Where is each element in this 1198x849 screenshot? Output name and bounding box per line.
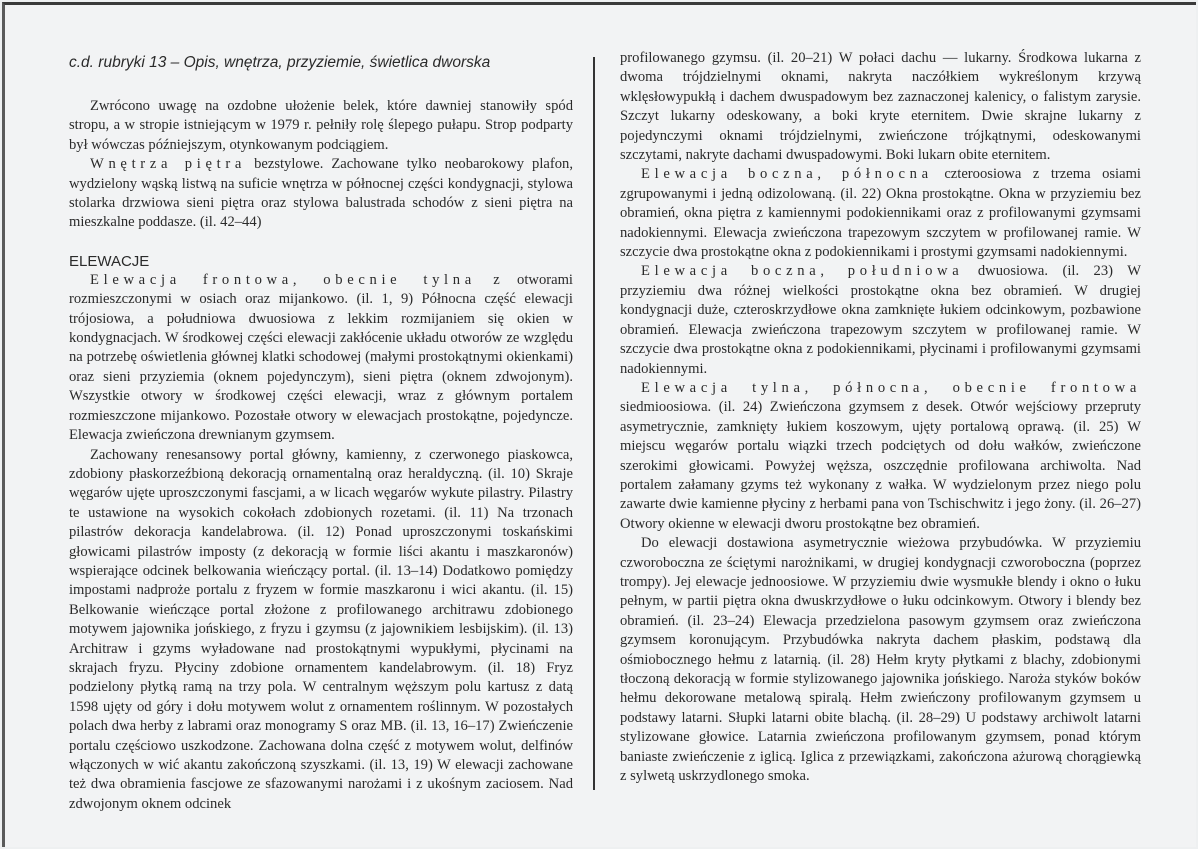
spaced-lead: Elewacja tylna, północna, obecnie frontowa [641,379,1141,396]
paragraph [69,271,573,446]
page-header: c.d. rubryki 13 – Opis, wnętrza, przyziemie, świetlica dworska [69,54,491,71]
paragraph [620,165,1141,262]
paragraph-text: bezstylowe. Zachowane tylko neobarokowy plafon, wydzielony wąską listwą na suficie wnętrza w północnej części kondygnacji, stylowa stolarka drzwiowa sieni piętra oraz stylowa balustrada schodów z sieni piętra na mieszkalne poddasze. (il. 42–44) [69,156,573,231]
spaced-lead: Elewacja boczna, południowa [641,263,964,280]
paragraph [620,262,1141,378]
paragraph: Zwrócono uwagę na ozdobne ułożenie belek, które dawniej stanowiły spód stropu, a w stropie istniejącym w 1979 r. pełniły rolę ślepego pułapu. Strop podparty był wówczas późniejszym, otynkowanym podciągiem. [69,98,573,153]
right-column [620,49,1141,786]
spaced-lead: Wnętrza piętra [90,156,247,173]
paragraph-text: z otworami rozmieszczonymi w osiach oraz mijankowo. (il. 1, 9) Północna część elewacji trójosiowa, a południowa dwuosiowa z lekkim rozmijaniem się okien w kondygnacjach. W środkowej części elewacji zakłócenie układu otworów ze względu na potrzebę oświetlenia głównej klatki schodowej (małymi prostokątnymi okienkami) oraz sieni przyziemia (oknem pojedynczym), sieni piętra (oknem zdwojonym). Wszystkie otwory w środkowej części elewacji, wraz z głównym portalem rozmieszczone mijankowo. Pozostałe otwory w elewacjach prostokątne, pojedyncze. Elewacja zwieńczona drewnianym gzymsem. [69,271,573,444]
paragraph [69,155,573,233]
paragraph: Do elewacji dostawiona asymetrycznie wieżowa przybudówka. W przyziemiu czworoboczna ze ściętymi narożnikami, w drugiej kondygnacji czworoboczna (poprzez trompy). Jej elewacje jednoosiowe. W przyziemiu dwie wysmukłe blendy i okno o łuku pełnym, w partii piętra okna dwuskrzydłowe o łuku odcinkowym. Otwory i blendy bez obramień. (il. 23–24) Elewacja przedzielona pasowym gzymsem oraz zwieńczona gzymsem koronującym. Przybudówka nakryta dachem płaskim, podstawą dla ośmiobocznego hełmu z latarnią. (il. 28) Hełm kryty płytkami z blachy, zdobionymi tłoczoną dekoracją w formie stylizowanego jajownika jońskiego. Naroża styków boków hełmu dekorowane metalową spiralą. Hełm zwieńczony profilowanym gzymsem u podstawy latarni. Słupki latarni obite blachą. (il. 28–29) U podstawy archiwolt latarni stylizowane głowice. Latarnia zwieńczona profilowanym gzymsem, ponad którym baniaste zwieńczenie z iglicą. Iglica z przewiązkami, zakończona ażurową chorągiewką z sylwetą uskrzydlonego smoka. [620,535,1141,785]
paragraph-text: czteroosiowa z trzema osiami zgrupowanymi i jedną odizolowaną. (il. 22) Okna prostokątne. Okna w przyziemiu bez obramień, okna piętra z kamiennymi podokiennikami oraz z profilowanymi gzymsami nadokiennymi. Elewacja zwieńczona trapezowym szczytem w profilowanej ramie. W szczycie dwa prostokątne okna z podokiennikami i prostymi gzymsami nadokiennymi. [620,166,1141,261]
paragraph: Zachowany renesansowy portal główny, kamienny, z czerwonego piaskowca, zdobiony płaskorzeźbioną dekoracją ornamentalną oraz heraldyczną. (il. 10) Skraje węgarów ujęte uproszczonymi fascjami, a w licach węgarów wykute pilastry. Pilastry te ustawione na wysokich cokołach zdobionych rozetami. (il. 11) Na trzonach pilastrów dekoracja kandelabrowa. (il. 12) Ponad uproszczonymi toskańskimi głowicami pilastrów imposty (z dekoracją w formie liści akantu i maszkaronów) wspierające odcinek belkowania wieńczący portal. (il. 13–14) Dodatkowo pomiędzy impostami nadproże portalu z fryzem w formie maszkaronu i wici akantu. (il. 15) Belkowanie wieńczące portal złożone z profilowanego architrawu zdobionego motywem jajownika jońskiego, z fryzu i gzymsu (z jajownikiem lesbijskim). (il. 13) Architraw i gzyms wyładowane nad prostokątnymi wypukłymi, płycinami na skrajach fryzu. Płyciny zdobione ornamentem kandelabrowym. (il. 18) Fryz podzielony płytką ramą na trzy pola. W centralnym węższym polu kartusz z datą 1598 ujęty od góry i dołu motywem wolut z ornamentem roślinnym. W pozostałych polach dwa herby z labrami oraz monogramy S oraz MB. (il. 13, 16–17) Zwieńczenie portalu częściowo uszkodzone. Zachowana dolna część z motywem wolut, delfinów włączonych w wić akantu zakończoną szyszkami. (il. 13, 19) W elewacji zachowane też dwa obramienia fascjowe ze sfazowanymi narożami i z ukośnym zaciosem. Nad zdwojonym oknem odcinek [69,446,573,812]
paragraph [620,379,1141,534]
spaced-lead: Elewacja frontowa, obecnie tylna [90,271,476,288]
paragraph-text: siedmioosiowa. (il. 24) Zwieńczona gzymsem z desek. Otwór wejściowy przepruty asymetrycznie, zamknięty łukiem koszowym, ujęty portalową oprawą. (il. 25) W miejscu węgarów portalu wiązki trzech podciętych od dołu wałków, zwieńczone szerokimi głowicami. Powyżej węższa, oszczędnie profilowana archiwolta. Nad portalem załamany gzyms też wykonany z wałka. W wydzielonym przez niego polu zawarte dwie kamienne płyciny z herbami pana von Tschischwitz i jego żony. (il. 26–27) Otwory okienne w elewacji dworu prostokątne bez obramień. [620,399,1141,532]
paragraph-text: dwuosiowa. (il. 23) W przyziemiu dwa różnej wielkości prostokątne okna bez obramień. W drugiej kondygnacji duże, czteroskrzydłowe okna zamknięte łukiem odcinkowym, pozbawione obramień. Elewacja zwieńczona trapezowym szczytem w profilowanej ramie. W szczycie dwa prostokątne okna z podokiennikami, płycinami i profilowanymi gzymsami nadokiennymi. [620,263,1141,377]
paragraph: profilowanego gzymsu. (il. 20–21) W połaci dachu — lukarny. Środkowa lukarna z dwoma trójdzielnymi oknami, nakryta naczółkiem wykreślonym krzywą wklęsłowypukłą i dachem dwuspadowym bez zaznaczonej kalenicy, o falistym zarysie. Szczyt lukarny odeskowany, a boki kryte eternitem. Dwie skrajne lukarny z pojedynczymi oknami trójdzielnymi, zwieńczone trójkątnymi, odeskowanymi szczytami, nakryte dachami dwuspadowymi. Boki lukarn obite eternitem. [620,50,1141,164]
section-title: ELEWACJE [69,252,150,270]
column-divider [593,57,595,790]
spaced-lead: Elewacja boczna, północna [641,166,933,183]
document-page [2,2,1196,847]
left-column [69,97,573,814]
